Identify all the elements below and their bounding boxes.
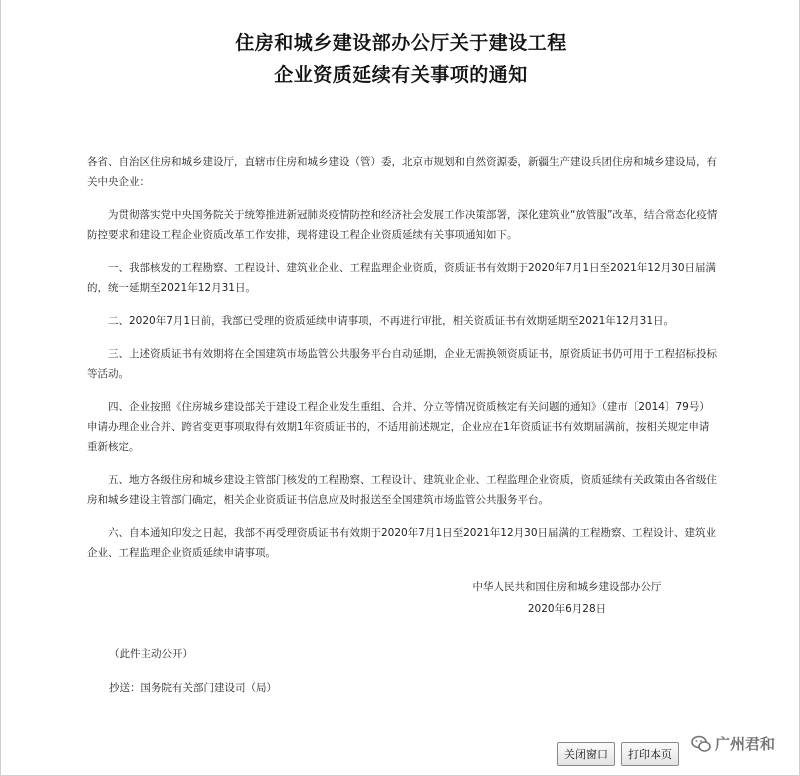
item-paragraph: 二、2020年7月1日前，我部已受理的资质延续申请事项，不再进行审批，相关资质证书有效期延期至2021年12月31日。	[108, 315, 675, 327]
intro-paragraph: 为贯彻落实党中央国务院关于统筹推进新冠肺炎疫情防控和经济社会发展工作决策部署，深化建筑业“放管服”改革，结合常态化疫情防控要求和建设工程企业资质改革工作安排，现将建设工程企业资质延续有关事项通知如下。	[87, 209, 718, 241]
public-note: （此件主动公开）	[109, 648, 193, 660]
item-paragraph: 三、上述资质证书有效期将在全国建筑市场监管公共服务平台自动延期，企业无需换领资质证书，原资质证书仍可用于工程招标投标等活动。	[87, 348, 717, 380]
page-title	[1, 27, 800, 91]
signature-date: 2020年6月28日	[527, 603, 607, 615]
close-window-button[interactable]: 关闭窗口	[557, 742, 615, 766]
title-line-2: 企业资质延续有关事项的通知	[274, 64, 528, 86]
title-line-1: 住房和城乡建设部办公厅关于建设工程	[235, 32, 567, 54]
watermark-text: 广州君和	[715, 735, 776, 753]
cc-line: 抄送：国务院有关部门建设司（局）	[109, 682, 277, 694]
salutation: 各省、自治区住房和城乡建设厅，直辖市住房和城乡建设（管）委，北京市规划和自然资源委，新疆生产建设兵团住房和城乡建设局，有关中央企业：	[87, 156, 717, 188]
item-paragraph: 四、企业按照《住房城乡建设部关于建设工程企业发生重组、合并、分立等情况资质核定有关问题的通知》（建市〔2014〕79号）申请办理企业合并、跨省变更事项取得有效期1年资质证书的，不适用前述规定，企业应在1年资质证书有效期届满前，按相关规定申请重新核定。	[87, 401, 710, 453]
signature-block	[447, 576, 687, 620]
print-page-button[interactable]: 打印本页	[621, 742, 679, 766]
signature-org: 中华人民共和国住房和城乡建设部办公厅	[472, 581, 662, 593]
wechat-icon	[691, 735, 711, 753]
button-bar	[557, 742, 679, 766]
item-paragraph: 五、地方各级住房和城乡建设主管部门核发的工程勘察、工程设计、建筑业企业、工程监理企业资质，资质延续有关政策由各省级住房和城乡建设主管部门确定，相关企业资质证书信息应及时报送至全国建筑市场监管公共服务平台。	[87, 474, 717, 506]
item-paragraph: 六、自本通知印发之日起，我部不再受理资质证书有效期于2020年7月1日至2021年12月30日届满的工程勘察、工程设计、建筑业企业、工程监理企业资质延续申请事项。	[87, 527, 717, 559]
item-paragraph: 一、我部核发的工程勘察、工程设计、建筑业企业、工程监理企业资质，资质证书有效期于2020年7月1日至2021年12月30日届满的，统一延期至2021年12月31日。	[87, 262, 717, 294]
watermark	[691, 733, 775, 754]
notice-body	[87, 152, 719, 576]
